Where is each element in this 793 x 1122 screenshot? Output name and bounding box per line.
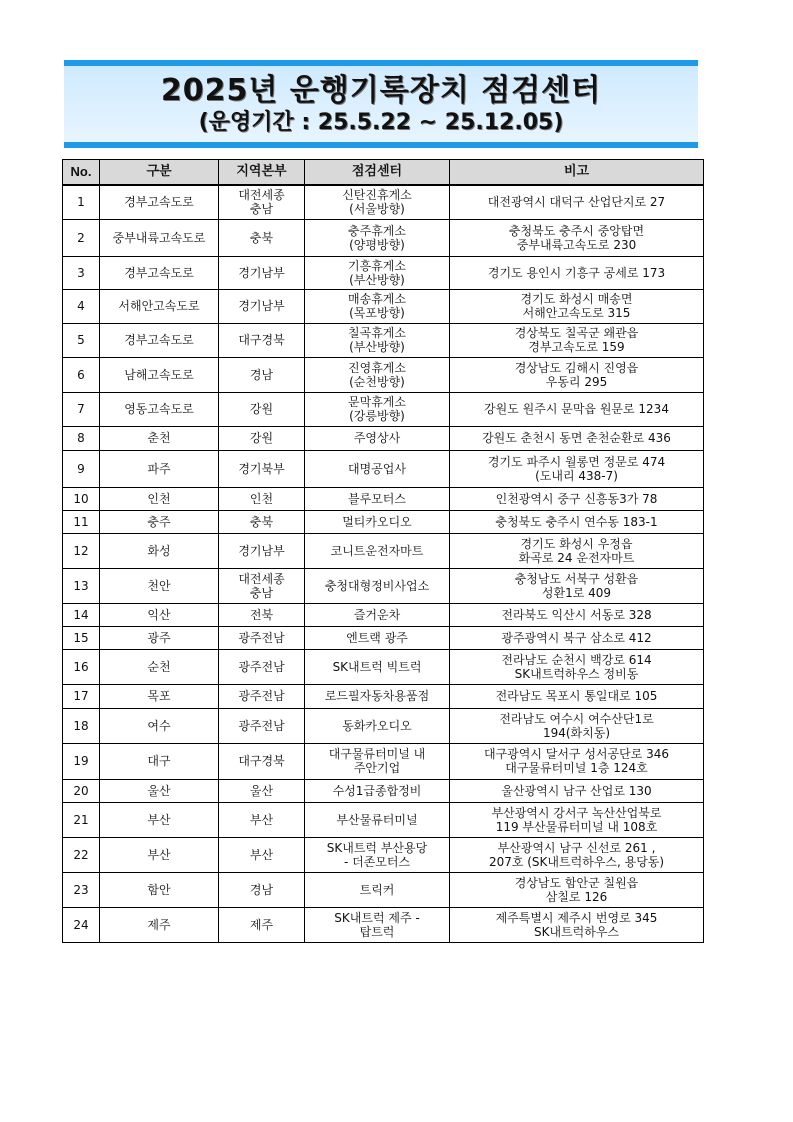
- cell-no: 13: [63, 568, 100, 603]
- cell-note: 강원도 춘천시 동면 춘천순환로 436: [450, 426, 704, 450]
- cell-region: 충북: [219, 510, 305, 533]
- inspection-center-table: [62, 159, 704, 943]
- cell-center: 블루모터스: [305, 487, 450, 510]
- cell-center: 문막휴게소 (강릉방향): [305, 392, 450, 426]
- cell-note: 광주광역시 북구 삼소로 412: [450, 626, 704, 649]
- cell-note: 전라남도 목포시 통일대로 105: [450, 684, 704, 708]
- cell-category: 부산: [100, 802, 219, 837]
- cell-center: 동화카오디오: [305, 708, 450, 743]
- cell-category: 경부고속도로: [100, 256, 219, 289]
- cell-center: 칠곡휴게소 (부산방향): [305, 323, 450, 357]
- cell-no: 8: [63, 426, 100, 450]
- cell-category: 영동고속도로: [100, 392, 219, 426]
- cell-region: 광주전남: [219, 626, 305, 649]
- cell-no: 7: [63, 392, 100, 426]
- cell-region: 경남: [219, 357, 305, 392]
- cell-category: 순천: [100, 649, 219, 684]
- cell-region: 대구경북: [219, 743, 305, 779]
- cell-region: 광주전남: [219, 684, 305, 708]
- cell-category: 남해고속도로: [100, 357, 219, 392]
- table-row: [63, 392, 704, 426]
- cell-note: 전라북도 익산시 서동로 328: [450, 603, 704, 626]
- cell-center: SK내트럭 빅트럭: [305, 649, 450, 684]
- cell-note: 부산광역시 남구 신선로 261 , 207호 (SK내트럭하우스, 용당동): [450, 837, 704, 872]
- cell-category: 익산: [100, 603, 219, 626]
- table-row: [63, 708, 704, 743]
- cell-note: 제주특별시 제주시 번영로 345 SK내트럭하우스: [450, 907, 704, 942]
- table-row: [63, 872, 704, 907]
- cell-center: 기흥휴게소 (부산방향): [305, 256, 450, 289]
- cell-center: 매송휴게소 (목포방향): [305, 289, 450, 323]
- cell-center: 충주휴게소 (양평방향): [305, 219, 450, 256]
- cell-category: 인천: [100, 487, 219, 510]
- cell-center: 즐거운차: [305, 603, 450, 626]
- cell-center: 코니트운전자마트: [305, 533, 450, 568]
- table-row: [63, 426, 704, 450]
- cell-no: 9: [63, 450, 100, 487]
- cell-category: 여수: [100, 708, 219, 743]
- cell-category: 울산: [100, 779, 219, 802]
- cell-note: 강원도 원주시 문막읍 원문로 1234: [450, 392, 704, 426]
- cell-region: 경기북부: [219, 450, 305, 487]
- table-row: [63, 533, 704, 568]
- table-row: [63, 837, 704, 872]
- cell-center: 충청대형정비사업소: [305, 568, 450, 603]
- cell-no: 12: [63, 533, 100, 568]
- table-row: [63, 684, 704, 708]
- cell-center: 대명공업사: [305, 450, 450, 487]
- cell-note: 경기도 용인시 기흥구 공세로 173: [450, 256, 704, 289]
- cell-note: 경상남도 김해시 진영읍 우동리 295: [450, 357, 704, 392]
- cell-region: 대전세종 충남: [219, 568, 305, 603]
- cell-no: 15: [63, 626, 100, 649]
- cell-category: 서해안고속도로: [100, 289, 219, 323]
- cell-note: 충청북도 충주시 연수동 183-1: [450, 510, 704, 533]
- table-row: [63, 487, 704, 510]
- cell-no: 14: [63, 603, 100, 626]
- cell-center: 엔트랙 광주: [305, 626, 450, 649]
- cell-no: 11: [63, 510, 100, 533]
- cell-region: 경남: [219, 872, 305, 907]
- cell-no: 18: [63, 708, 100, 743]
- cell-no: 17: [63, 684, 100, 708]
- table-row: [63, 323, 704, 357]
- cell-category: 함안: [100, 872, 219, 907]
- cell-no: 19: [63, 743, 100, 779]
- table-row: [63, 185, 704, 219]
- cell-region: 대구경북: [219, 323, 305, 357]
- header-center: 점검센터: [305, 160, 450, 186]
- table-row: [63, 802, 704, 837]
- cell-center: 진영휴게소 (순천방향): [305, 357, 450, 392]
- cell-note: 충청남도 서북구 성환읍 성환1로 409: [450, 568, 704, 603]
- cell-center: SK내트럭 부산용당 - 더존모터스: [305, 837, 450, 872]
- table-row: [63, 219, 704, 256]
- cell-category: 천안: [100, 568, 219, 603]
- table-row: [63, 626, 704, 649]
- cell-center: 멀티카오디오: [305, 510, 450, 533]
- cell-no: 10: [63, 487, 100, 510]
- cell-center: 주영상사: [305, 426, 450, 450]
- operating-period: (운영기간 : 25.5.22 ~ 25.12.05): [198, 110, 564, 135]
- table-header-row: [63, 160, 704, 186]
- cell-category: 충주: [100, 510, 219, 533]
- table-row: [63, 256, 704, 289]
- table-row: [63, 603, 704, 626]
- cell-note: 충청북도 충주시 중앙탑면 중부내륙고속도로 230: [450, 219, 704, 256]
- table-row: [63, 568, 704, 603]
- cell-no: 23: [63, 872, 100, 907]
- cell-region: 강원: [219, 392, 305, 426]
- cell-region: 인천: [219, 487, 305, 510]
- cell-category: 춘천: [100, 426, 219, 450]
- cell-category: 제주: [100, 907, 219, 942]
- cell-category: 중부내륙고속도로: [100, 219, 219, 256]
- table-row: [63, 450, 704, 487]
- title-banner: [64, 60, 698, 148]
- cell-no: 2: [63, 219, 100, 256]
- cell-no: 3: [63, 256, 100, 289]
- cell-no: 21: [63, 802, 100, 837]
- table-row: [63, 357, 704, 392]
- cell-center: 대구물류터미널 내 주안기업: [305, 743, 450, 779]
- cell-note: 전라남도 여수시 여수산단1로 194(화치동): [450, 708, 704, 743]
- table-row: [63, 649, 704, 684]
- cell-center: 로드필자동차용품점: [305, 684, 450, 708]
- cell-region: 제주: [219, 907, 305, 942]
- cell-category: 광주: [100, 626, 219, 649]
- cell-note: 경기도 화성시 매송면 서해안고속도로 315: [450, 289, 704, 323]
- cell-center: 부산물류터미널: [305, 802, 450, 837]
- cell-region: 광주전남: [219, 649, 305, 684]
- table-row: [63, 510, 704, 533]
- cell-note: 전라남도 순천시 백강로 614 SK내트럭하우스 정비동: [450, 649, 704, 684]
- document-title: 2025년 운행기록장치 점검센터: [160, 73, 602, 108]
- cell-category: 파주: [100, 450, 219, 487]
- cell-center: SK내트럭 제주 - 탑트럭: [305, 907, 450, 942]
- cell-note: 경기도 화성시 우정읍 화곡로 24 운전자마트: [450, 533, 704, 568]
- cell-category: 경부고속도로: [100, 323, 219, 357]
- cell-region: 울산: [219, 779, 305, 802]
- cell-category: 경부고속도로: [100, 185, 219, 219]
- cell-note: 경상남도 함안군 칠원읍 삼칠로 126: [450, 872, 704, 907]
- table-row: [63, 743, 704, 779]
- cell-no: 20: [63, 779, 100, 802]
- cell-note: 부산광역시 강서구 녹산산업북로 119 부산물류터미널 내 108호: [450, 802, 704, 837]
- cell-note: 대구광역시 달서구 성서공단로 346 대구물류터미널 1층 124호: [450, 743, 704, 779]
- cell-note: 인천광역시 중구 신흥동3가 78: [450, 487, 704, 510]
- header-no: No.: [63, 160, 100, 186]
- cell-region: 경기남부: [219, 289, 305, 323]
- header-region: 지역본부: [219, 160, 305, 186]
- cell-region: 경기남부: [219, 256, 305, 289]
- cell-region: 경기남부: [219, 533, 305, 568]
- header-note: 비고: [450, 160, 704, 186]
- table-row: [63, 289, 704, 323]
- table-row: [63, 907, 704, 942]
- cell-note: 경기도 파주시 월롱면 정문로 474 (도내리 438-7): [450, 450, 704, 487]
- cell-center: 신탄진휴게소 (서울방향): [305, 185, 450, 219]
- cell-no: 22: [63, 837, 100, 872]
- cell-no: 4: [63, 289, 100, 323]
- cell-region: 강원: [219, 426, 305, 450]
- cell-no: 24: [63, 907, 100, 942]
- table-row: [63, 779, 704, 802]
- cell-category: 부산: [100, 837, 219, 872]
- cell-note: 울산광역시 남구 산업로 130: [450, 779, 704, 802]
- cell-no: 5: [63, 323, 100, 357]
- cell-region: 충북: [219, 219, 305, 256]
- cell-no: 16: [63, 649, 100, 684]
- cell-center: 수성1급종합정비: [305, 779, 450, 802]
- header-category: 구분: [100, 160, 219, 186]
- cell-category: 화성: [100, 533, 219, 568]
- cell-note: 경상북도 칠곡군 왜관읍 경부고속도로 159: [450, 323, 704, 357]
- cell-category: 목포: [100, 684, 219, 708]
- cell-no: 6: [63, 357, 100, 392]
- cell-region: 광주전남: [219, 708, 305, 743]
- cell-region: 부산: [219, 802, 305, 837]
- cell-region: 부산: [219, 837, 305, 872]
- cell-note: 대전광역시 대덕구 산업단지로 27: [450, 185, 704, 219]
- cell-region: 대전세종 충남: [219, 185, 305, 219]
- cell-category: 대구: [100, 743, 219, 779]
- cell-no: 1: [63, 185, 100, 219]
- cell-region: 전북: [219, 603, 305, 626]
- cell-center: 트릭커: [305, 872, 450, 907]
